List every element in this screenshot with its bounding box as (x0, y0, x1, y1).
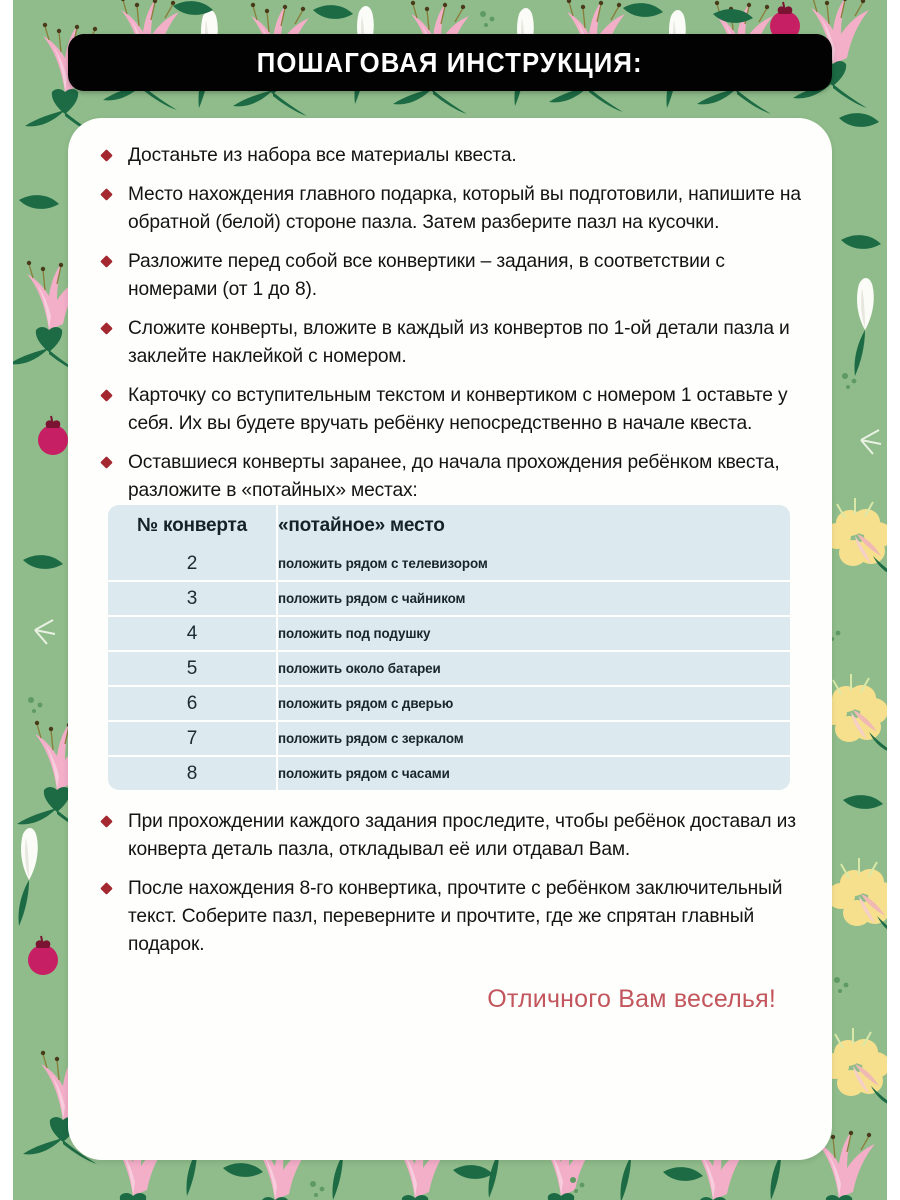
step-text: Достаньте из набора все материалы квеста. (128, 145, 517, 166)
hiding-place: положить под подушку (278, 617, 790, 652)
table-header-row (108, 505, 790, 547)
list-item (98, 382, 802, 438)
hiding-place: положить рядом с часами (278, 757, 790, 790)
table-row (108, 582, 790, 617)
diamond-bullet-icon (100, 456, 113, 469)
envelope-number: 4 (108, 617, 278, 652)
envelope-number: 3 (108, 582, 278, 617)
step-text: Сложите конверты, вложите в каждый из конвертов по 1-ой детали пазла и заклейте наклейкой с номером. (128, 318, 790, 367)
diamond-bullet-icon (100, 389, 113, 402)
list-item (98, 875, 802, 959)
envelope-number: 6 (108, 687, 278, 722)
table-row (108, 687, 790, 722)
hiding-place: положить рядом с дверью (278, 687, 790, 722)
envelope-number: 2 (108, 547, 278, 582)
envelope-number: 5 (108, 652, 278, 687)
step-text: Разложите перед собой все конвертики – задания, в соответствии с номерами (от 1 до 8). (128, 251, 725, 300)
page-title-bar (68, 34, 832, 91)
hiding-place: положить рядом с телевизором (278, 547, 790, 582)
list-item (98, 142, 802, 170)
column-header-envelope-number: № конверта (108, 505, 278, 547)
page-title: ПОШАГОВАЯ ИНСТРУКЦИЯ: (257, 46, 643, 78)
diamond-bullet-icon (100, 815, 113, 828)
hiding-place: положить рядом с чайником (278, 582, 790, 617)
table-row (108, 722, 790, 757)
list-item (98, 315, 802, 371)
closing-message: Отличного Вам веселья! (487, 985, 776, 1013)
table-row (108, 547, 790, 582)
envelope-number: 8 (108, 757, 278, 790)
list-item (98, 449, 802, 505)
diamond-bullet-icon (100, 322, 113, 335)
table-row (108, 757, 790, 790)
step-text: Карточку со вступительным текстом и конвертиком с номером 1 оставьте у себя. Их вы будете вручать ребёнку непосредственно в начале квеста. (128, 385, 788, 434)
step-text: Оставшиеся конверты заранее, до начала прохождения ребёнком квеста, разложите в «потайных» местах: (128, 452, 780, 501)
step-text: При прохождении каждого задания проследите, чтобы ребёнок доставал из конверта деталь пазла, откладывал её или отдавал Вам. (128, 811, 796, 860)
list-item (98, 181, 802, 237)
hiding-place: положить около батареи (278, 652, 790, 687)
hiding-place: положить рядом с зеркалом (278, 722, 790, 757)
diamond-bullet-icon (100, 188, 113, 201)
diamond-bullet-icon (100, 882, 113, 895)
list-item (98, 248, 802, 304)
table-row (108, 652, 790, 687)
diamond-bullet-icon (100, 255, 113, 268)
instruction-steps-top (98, 142, 802, 505)
step-text: Место нахождения главного подарка, который вы подготовили, напишите на обратной (белой) стороне пазла. Затем разберите пазл на кусочки. (128, 184, 801, 233)
diamond-bullet-icon (100, 149, 113, 162)
table-row (108, 617, 790, 652)
step-text: После нахождения 8-го конвертика, прочтите с ребёнком заключительный текст. Соберите пазл, переверните и прочтите, где же спрятан главный подарок. (128, 878, 783, 955)
instruction-steps-bottom (98, 808, 802, 959)
column-header-hiding-place: «потайное» место (278, 505, 790, 547)
list-item (98, 808, 802, 864)
instruction-card (68, 118, 832, 1160)
hiding-places-table (108, 505, 790, 790)
envelope-number: 7 (108, 722, 278, 757)
